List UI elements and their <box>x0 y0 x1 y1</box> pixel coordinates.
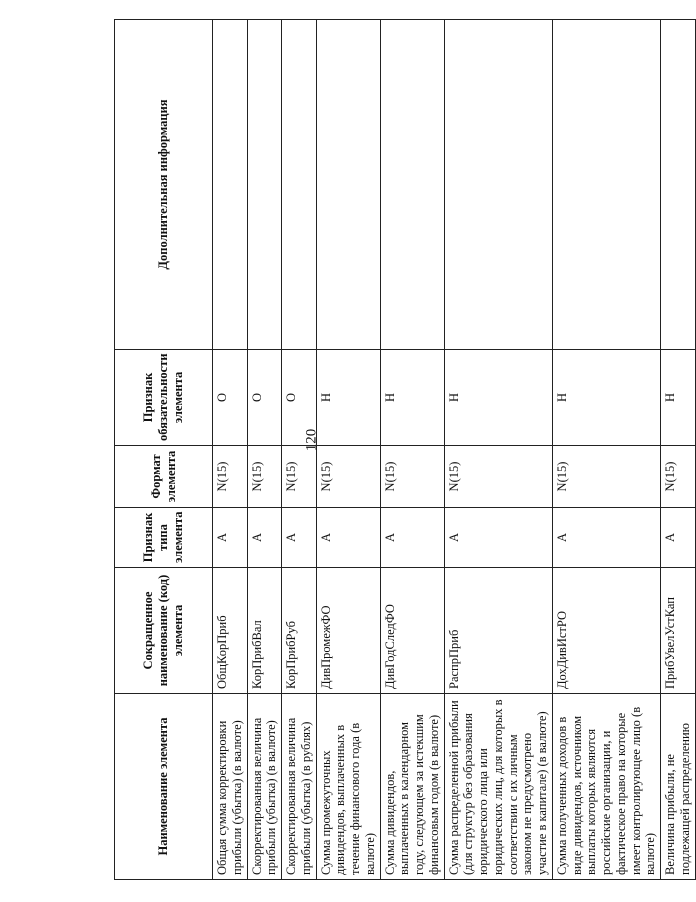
cell-extra <box>282 20 317 350</box>
cell-name: Скорректированная величина прибыли (убытка) (в рублях) <box>282 694 317 880</box>
cell-name: Общая сумма корректировки прибыли (убытка) (в валюте) <box>213 694 248 880</box>
cell-extra <box>213 20 248 350</box>
cell-type: А <box>247 508 282 568</box>
cell-extra <box>316 20 380 350</box>
cell-abbr: ДивПромежФО <box>316 568 380 694</box>
header-name: Наименование элемента <box>115 694 213 880</box>
cell-abbr: ОбщКорПриб <box>213 568 248 694</box>
cell-abbr: ДохДивИстРО <box>552 568 660 694</box>
cell-name: Скорректированная величина прибыли (убытка) (в валюте) <box>247 694 282 880</box>
header-abbr: Сокращенное наименование (код) элемента <box>115 568 213 694</box>
cell-extra <box>444 20 552 350</box>
table-row <box>552 20 660 880</box>
cell-name: Величина прибыли, не подлежащей распределению <box>661 694 696 880</box>
cell-type: А <box>282 508 317 568</box>
header-required: Признак обязательности элемента <box>115 350 213 446</box>
header-format: Формат элемента <box>115 446 213 508</box>
cell-required: Н <box>444 350 552 446</box>
header-extra: Дополнительная информация <box>115 20 213 350</box>
cell-format: N(15) <box>282 446 317 508</box>
cell-extra <box>661 20 696 350</box>
cell-type: А <box>552 508 660 568</box>
cell-format: N(15) <box>444 446 552 508</box>
cell-extra <box>380 20 444 350</box>
cell-format: N(15) <box>661 446 696 508</box>
cell-abbr: ДивГодСледФО <box>380 568 444 694</box>
cell-required: Н <box>661 350 696 446</box>
cell-required: Н <box>316 350 380 446</box>
cell-required: О <box>282 350 317 446</box>
cell-format: N(15) <box>247 446 282 508</box>
cell-extra <box>552 20 660 350</box>
cell-required: О <box>247 350 282 446</box>
elements-table <box>114 19 696 880</box>
cell-format: N(15) <box>213 446 248 508</box>
cell-format: N(15) <box>552 446 660 508</box>
cell-required: Н <box>380 350 444 446</box>
page-number: 120 <box>303 428 320 452</box>
cell-format: N(15) <box>380 446 444 508</box>
table-row <box>213 20 248 880</box>
cell-abbr: КорПрибРуб <box>282 568 317 694</box>
table-row <box>444 20 552 880</box>
table-row <box>282 20 317 880</box>
cell-abbr: РаспрПриб <box>444 568 552 694</box>
cell-format: N(15) <box>316 446 380 508</box>
cell-extra <box>247 20 282 350</box>
cell-name: Сумма промежуточных дивидендов, выплаченных в течение финансового года (в валюте) <box>316 694 380 880</box>
table-row <box>247 20 282 880</box>
cell-type: А <box>444 508 552 568</box>
header-type: Признак типа элемента <box>115 508 213 568</box>
cell-name: Сумма распределенной прибыли (для структур без образования юридического лица или юридических лиц, для которых в соответствии с их личным законом не предусмотрено участие в капитале) (в валюте) <box>444 694 552 880</box>
table-row <box>380 20 444 880</box>
table-row <box>316 20 380 880</box>
cell-required: Н <box>552 350 660 446</box>
cell-name: Сумма полученных доходов в виде дивидендов, источником выплаты которых являются российские организации, и фактическое право на которые имеет контролирующее лицо (в валюте) <box>552 694 660 880</box>
cell-name: Сумма дивидендов, выплаченных в календарном году, следующем за истекшим финансовым годом (в валюте) <box>380 694 444 880</box>
table-row <box>661 20 696 880</box>
table-header-row <box>115 20 213 880</box>
cell-type: А <box>380 508 444 568</box>
cell-required: О <box>213 350 248 446</box>
cell-type: А <box>316 508 380 568</box>
cell-type: А <box>213 508 248 568</box>
cell-type: А <box>661 508 696 568</box>
cell-abbr: ПрибУвелУстКап <box>661 568 696 694</box>
cell-abbr: КорПрибВал <box>247 568 282 694</box>
